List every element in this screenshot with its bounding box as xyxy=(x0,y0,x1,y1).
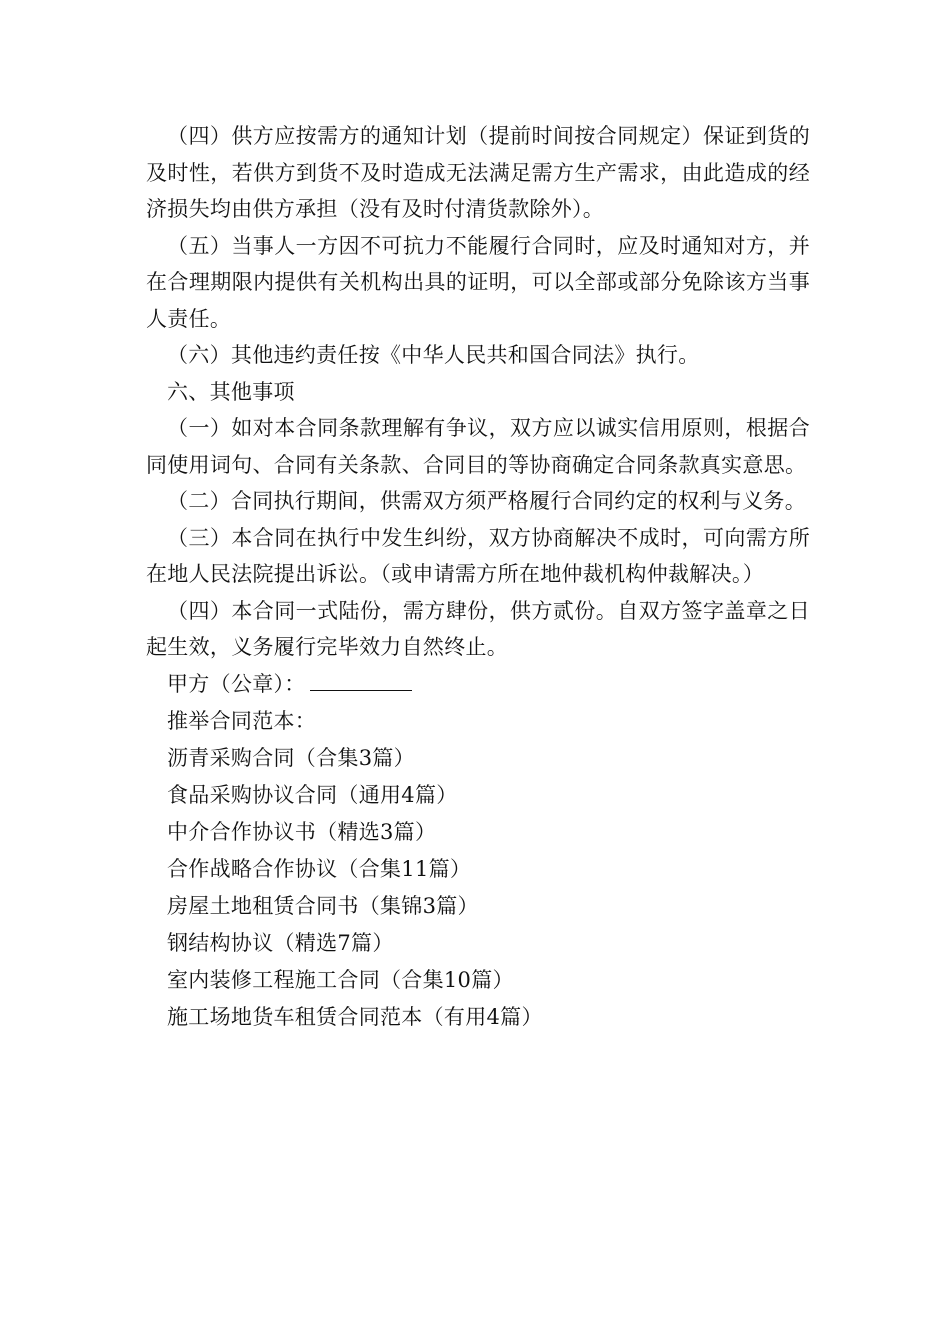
signature-label: 甲方（公章）： xyxy=(167,671,306,696)
document-body xyxy=(146,118,810,1036)
section-6-heading: 六、其他事项 xyxy=(167,379,295,404)
clause-5-4-paragraph: （四）供方应按需方的通知计划（提前时间按合同规定）保证到货的及时性，若供方到货不及时造成无法满足需方生产需求，由此造成的经济损失均由供方承担（没有及时付清货款除外）。 xyxy=(146,124,810,221)
recommend-item[interactable]: 合作战略合作协议（合集11篇） xyxy=(167,856,472,881)
clause-5-5-paragraph: （五）当事人一方因不可抗力不能履行合同时，应及时通知对方，并在合理期限内提供有关机构出具的证明，可以全部或部分免除该方当事人责任。 xyxy=(146,233,810,331)
recommend-item[interactable]: 室内装修工程施工合同（合集10篇） xyxy=(167,967,514,992)
recommend-heading: 推举合同范本： xyxy=(167,708,317,733)
recommend-item[interactable]: 中介合作协议书（精选3篇） xyxy=(167,819,437,844)
recommend-item[interactable]: 施工场地货车租赁合同范本（有用4篇） xyxy=(167,1004,543,1029)
recommend-item[interactable]: 钢结构协议（精选7篇） xyxy=(167,930,394,955)
clause-5-6-paragraph: （六）其他违约责任按《中华人民共和国合同法》执行。 xyxy=(167,343,700,367)
clause-6-1-paragraph: （一）如对本合同条款理解有争议，双方应以诚实信用原则，根据合同使用词句、合同有关条款、合同目的等协商确定合同条款真实意思。 xyxy=(146,416,810,477)
clause-6-4-paragraph: （四）本合同一式陆份，需方肆份，供方贰份。自双方签字盖章之日起生效，义务履行完毕效力自然终止。 xyxy=(146,598,810,659)
recommend-list xyxy=(146,740,810,1036)
clause-6-3-paragraph: （三）本合同在执行中发生纠纷，双方协商解决不成时，可向需方所在地人民法院提出诉讼。（或申请需方所在地仲裁机构仲裁解决。） xyxy=(146,525,810,586)
recommend-item[interactable]: 房屋土地租赁合同书（集锦3篇） xyxy=(167,893,479,918)
recommend-item[interactable]: 沥青采购合同（合集3篇） xyxy=(167,745,415,770)
signature-blank xyxy=(310,670,412,691)
recommend-item[interactable]: 食品采购协议合同（通用4篇） xyxy=(167,782,458,807)
clause-6-2-paragraph: （二）合同执行期间，供需双方须严格履行合同约定的权利与义务。 xyxy=(167,489,806,513)
signature-line xyxy=(146,666,810,703)
